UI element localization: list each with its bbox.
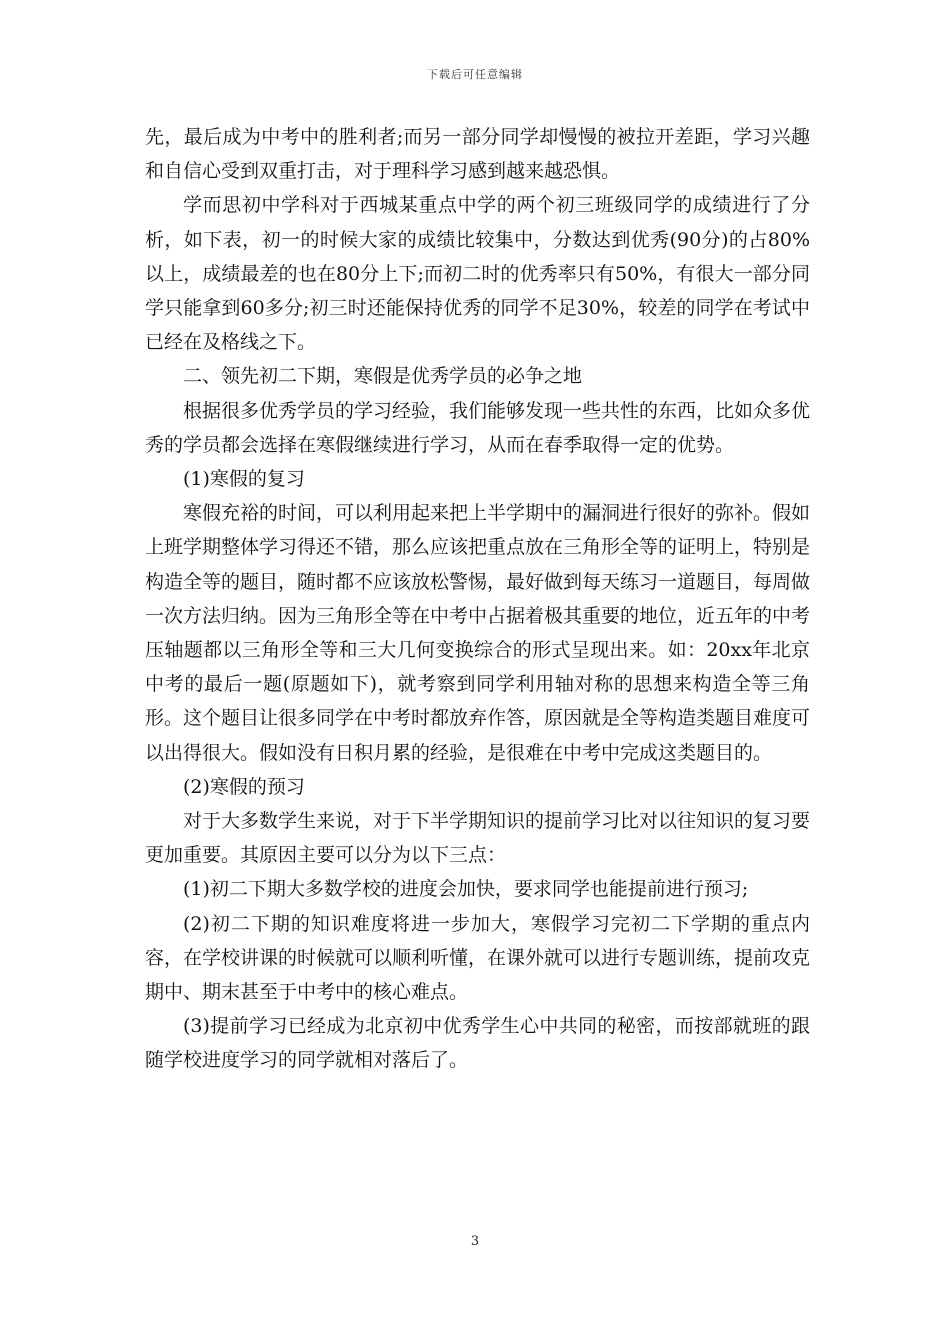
paragraph: 学而思初中学科对于西城某重点中学的两个初三班级同学的成绩进行了分析，如下表，初一的时候大家的成绩比较集中，分数达到优秀(90分)的占80%以上，成绩最差的也在80分上下;而初二时的优秀率只有50%，有很大一部分同学只能拿到60多分;初三时还能保持优秀的同学不足30%，较差的同学在考试中已经在及格线之下。 bbox=[145, 194, 810, 354]
paragraph: 先，最后成为中考中的胜利者;而另一部分同学却慢慢的被拉开差距，学习兴趣和自信心受到双重打击，对于理科学习感到越来越恐惧。 bbox=[145, 126, 810, 183]
list-item: (3)提前学习已经成为北京初中优秀学生心中共同的秘密，而按部就班的跟随学校进度学习的同学就相对落后了。 bbox=[145, 1015, 810, 1072]
subsection-heading: (1)寒假的复习 bbox=[183, 468, 305, 491]
paragraph: 寒假充裕的时间，可以利用起来把上半学期中的漏洞进行很好的弥补。假如上班学期整体学习得还不错，那么应该把重点放在三角形全等的证明上，特别是构造全等的题目，随时都不应该放松警惕，最好做到每天练习一道题目，每周做一次方法归纳。因为三角形全等在中考中占据着极其重要的地位，近五年的中考压轴题都以三角形全等和三大几何变换综合的形式呈现出来。如：20xx年北京中考的最后一题(原题如下)，就考察到同学利用轴对称的思想来构造全等三角形。这个题目让很多同学在中考时都放弃作答，原因就是全等构造类题目难度可以出得很大。假如没有日积月累的经验，是很难在中考中完成这类题目的。 bbox=[145, 502, 811, 764]
paragraph: 对于大多数学生来说，对于下半学期知识的提前学习比对以往知识的复习要更加重要。其原因主要可以分为以下三点： bbox=[145, 810, 811, 867]
page-number: 3 bbox=[470, 1234, 480, 1249]
page-header: 下载后可任意编辑 bbox=[427, 68, 523, 81]
section-heading: 二、领先初二下期，寒假是优秀学员的必争之地 bbox=[183, 365, 583, 388]
list-item: (2)初二下期的知识难度将进一步加大，寒假学习完初二下学期的重点内容，在学校讲课的时候就可以顺利听懂，在课外就可以进行专题训练，提前攻克期中、期末甚至于中考中的核心难点。 bbox=[145, 912, 811, 1004]
list-item: (1)初二下期大多数学校的进度会加快，要求同学也能提前进行预习; bbox=[183, 878, 749, 901]
paragraph: 根据很多优秀学员的学习经验，我们能够发现一些共性的东西，比如众多优秀的学员都会选择在寒假继续进行学习，从而在春季取得一定的优势。 bbox=[145, 399, 811, 456]
document-body bbox=[145, 120, 810, 1078]
subsection-heading: (2)寒假的预习 bbox=[183, 775, 305, 798]
